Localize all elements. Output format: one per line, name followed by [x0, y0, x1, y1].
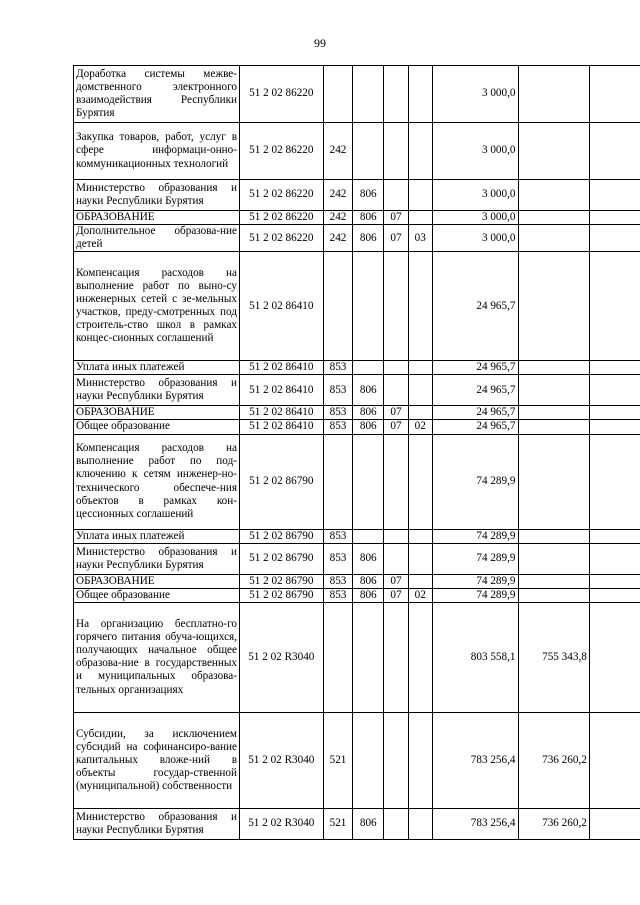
cell-sum1: 3 000,0: [432, 225, 518, 252]
cell-sum2: [518, 180, 589, 211]
table-row: [74, 375, 640, 406]
cell-sum1: 24 965,7: [432, 252, 518, 361]
cell-sum3: [589, 602, 640, 712]
cell-sum1: 74 289,9: [432, 529, 518, 543]
cell-grbs: [353, 529, 384, 543]
table-row: [74, 602, 640, 712]
cell-sum1: 24 965,7: [432, 375, 518, 406]
cell-rz: 07: [384, 211, 409, 225]
cell-vr: 853: [323, 529, 353, 543]
cell-sum1: 74 289,9: [432, 434, 518, 529]
cell-name: ОБРАЗОВАНИЕ: [74, 406, 240, 420]
cell-code: 51 2 02 R3040: [240, 602, 324, 712]
table-row: [74, 123, 640, 180]
cell-name: Общее образование: [74, 420, 240, 434]
cell-grbs: 806: [353, 225, 384, 252]
table-row: [74, 180, 640, 211]
cell-vr: [323, 252, 353, 361]
table-row: [74, 225, 640, 252]
cell-rz: 07: [384, 588, 409, 602]
cell-pr: [408, 529, 432, 543]
cell-rz: [384, 180, 409, 211]
cell-name: Субсидии, за исключением субсидий на софинансиро-вание капитальных вложе-ний в объекты государ-ственной (муниципальной) собственности: [74, 712, 240, 808]
cell-rz: [384, 602, 409, 712]
cell-sum2: [518, 225, 589, 252]
cell-sum2: [518, 406, 589, 420]
cell-sum3: [589, 434, 640, 529]
cell-vr: [323, 602, 353, 712]
cell-sum2: [518, 420, 589, 434]
cell-code: 51 2 02 86790: [240, 543, 324, 574]
page-number: 99: [314, 36, 326, 50]
table-row: [74, 66, 640, 123]
cell-sum3: [589, 808, 640, 839]
cell-sum1: 783 256,4: [432, 712, 518, 808]
cell-name: На организацию бесплатно-го горячего питания обуча-ющихся, получающих начальное общее образова-ние в государственных и муниципальных образова-тельных организациях: [74, 602, 240, 712]
cell-sum2: 755 343,8: [518, 602, 589, 712]
cell-sum1: 24 965,7: [432, 420, 518, 434]
cell-sum2: [518, 574, 589, 588]
cell-code: 51 2 02 86790: [240, 574, 324, 588]
cell-sum3: [589, 529, 640, 543]
cell-rz: [384, 66, 409, 123]
cell-rz: [384, 543, 409, 574]
cell-vr: 242: [323, 123, 353, 180]
cell-pr: [408, 66, 432, 123]
cell-rz: [384, 434, 409, 529]
cell-name: Закупка товаров, работ, услуг в сфере информаци-онно-коммуникационных технологий: [74, 123, 240, 180]
cell-sum1: 24 965,7: [432, 361, 518, 375]
cell-code: 51 2 02 86410: [240, 361, 324, 375]
cell-sum1: 803 558,1: [432, 602, 518, 712]
cell-rz: 07: [384, 406, 409, 420]
cell-pr: 02: [408, 588, 432, 602]
cell-rz: [384, 375, 409, 406]
cell-pr: [408, 211, 432, 225]
cell-vr: [323, 66, 353, 123]
cell-sum2: [518, 529, 589, 543]
cell-pr: [408, 180, 432, 211]
cell-code: 51 2 02 86220: [240, 66, 324, 123]
cell-pr: [408, 434, 432, 529]
cell-code: 51 2 02 86220: [240, 180, 324, 211]
cell-grbs: 806: [353, 588, 384, 602]
cell-grbs: 806: [353, 211, 384, 225]
cell-rz: 07: [384, 574, 409, 588]
table-row: [74, 543, 640, 574]
table-row: [74, 361, 640, 375]
cell-rz: 07: [384, 420, 409, 434]
cell-sum2: [518, 252, 589, 361]
cell-sum1: 3 000,0: [432, 180, 518, 211]
cell-sum3: [589, 406, 640, 420]
cell-code: 51 2 02 86220: [240, 225, 324, 252]
cell-sum3: [589, 211, 640, 225]
cell-sum3: [589, 225, 640, 252]
cell-rz: [384, 529, 409, 543]
cell-grbs: 806: [353, 808, 384, 839]
table-row: [74, 712, 640, 808]
cell-vr: [323, 434, 353, 529]
cell-code: 51 2 02 86220: [240, 211, 324, 225]
cell-sum2: [518, 123, 589, 180]
cell-sum1: 74 289,9: [432, 588, 518, 602]
cell-grbs: [353, 123, 384, 180]
cell-pr: [408, 712, 432, 808]
cell-code: 51 2 02 86790: [240, 529, 324, 543]
cell-sum2: [518, 66, 589, 123]
cell-sum2: 736 260,2: [518, 712, 589, 808]
cell-sum1: 3 000,0: [432, 123, 518, 180]
cell-grbs: 806: [353, 574, 384, 588]
cell-name: Общее образование: [74, 588, 240, 602]
cell-sum2: [518, 434, 589, 529]
cell-pr: [408, 574, 432, 588]
cell-name: Дополнительное образова-ние детей: [74, 225, 240, 252]
table-row: [74, 252, 640, 361]
cell-vr: 853: [323, 406, 353, 420]
cell-grbs: 806: [353, 420, 384, 434]
cell-pr: [408, 361, 432, 375]
cell-code: 51 2 02 86790: [240, 434, 324, 529]
cell-sum3: [589, 375, 640, 406]
cell-grbs: [353, 252, 384, 361]
cell-pr: 02: [408, 420, 432, 434]
cell-code: 51 2 02 R3040: [240, 808, 324, 839]
budget-table: [73, 65, 640, 840]
cell-pr: [408, 602, 432, 712]
cell-pr: [408, 406, 432, 420]
cell-sum3: [589, 712, 640, 808]
cell-pr: [408, 808, 432, 839]
cell-code: 51 2 02 86410: [240, 375, 324, 406]
cell-grbs: [353, 361, 384, 375]
cell-grbs: 806: [353, 180, 384, 211]
cell-sum2: [518, 361, 589, 375]
cell-grbs: 806: [353, 406, 384, 420]
cell-sum3: [589, 361, 640, 375]
cell-code: 51 2 02 86790: [240, 588, 324, 602]
cell-code: 51 2 02 86410: [240, 420, 324, 434]
cell-name: ОБРАЗОВАНИЕ: [74, 574, 240, 588]
cell-name: Министерство образования и науки Республики Бурятия: [74, 808, 240, 839]
cell-pr: [408, 123, 432, 180]
cell-vr: 242: [323, 211, 353, 225]
cell-vr: 853: [323, 375, 353, 406]
cell-rz: [384, 712, 409, 808]
cell-code: 51 2 02 86410: [240, 252, 324, 361]
cell-sum3: [589, 66, 640, 123]
cell-grbs: 806: [353, 543, 384, 574]
cell-pr: [408, 543, 432, 574]
cell-sum3: [589, 543, 640, 574]
cell-sum1: 3 000,0: [432, 211, 518, 225]
cell-rz: [384, 252, 409, 361]
cell-vr: 853: [323, 588, 353, 602]
cell-sum3: [589, 574, 640, 588]
cell-sum2: [518, 211, 589, 225]
cell-vr: 242: [323, 225, 353, 252]
cell-vr: 853: [323, 543, 353, 574]
table-row: [74, 211, 640, 225]
cell-pr: 03: [408, 225, 432, 252]
cell-grbs: 806: [353, 375, 384, 406]
cell-sum1: 24 965,7: [432, 406, 518, 420]
cell-sum3: [589, 420, 640, 434]
cell-vr: 853: [323, 574, 353, 588]
cell-code: 51 2 02 R3040: [240, 712, 324, 808]
cell-vr: 521: [323, 808, 353, 839]
cell-vr: 242: [323, 180, 353, 211]
cell-rz: [384, 123, 409, 180]
cell-code: 51 2 02 86410: [240, 406, 324, 420]
cell-sum3: [589, 123, 640, 180]
cell-sum1: 74 289,9: [432, 543, 518, 574]
cell-grbs: [353, 66, 384, 123]
table-row: [74, 529, 640, 543]
table-row: [74, 574, 640, 588]
table-row: [74, 588, 640, 602]
cell-sum2: 736 260,2: [518, 808, 589, 839]
cell-sum1: 74 289,9: [432, 574, 518, 588]
cell-name: Компенсация расходов на выполнение работ по выно-су инженерных сетей с зе-мельных участков, преду-смотренных под строитель-ство школ в рамках концес-сионных соглашений: [74, 252, 240, 361]
table-row: [74, 420, 640, 434]
cell-sum2: [518, 375, 589, 406]
cell-name: ОБРАЗОВАНИЕ: [74, 211, 240, 225]
cell-name: Министерство образования и науки Республики Бурятия: [74, 180, 240, 211]
cell-sum3: [589, 252, 640, 361]
table-row: [74, 434, 640, 529]
cell-sum3: [589, 180, 640, 211]
cell-sum1: 783 256,4: [432, 808, 518, 839]
cell-name: Доработка системы межве-домственного электронного взаимодействия Республики Бурятия: [74, 66, 240, 123]
cell-grbs: [353, 602, 384, 712]
cell-vr: 853: [323, 361, 353, 375]
cell-grbs: [353, 712, 384, 808]
cell-pr: [408, 375, 432, 406]
cell-sum2: [518, 588, 589, 602]
cell-sum2: [518, 543, 589, 574]
table-row: [74, 808, 640, 839]
cell-sum3: [589, 588, 640, 602]
cell-name: Уплата иных платежей: [74, 361, 240, 375]
cell-rz: [384, 361, 409, 375]
cell-code: 51 2 02 86220: [240, 123, 324, 180]
cell-vr: 521: [323, 712, 353, 808]
cell-name: Уплата иных платежей: [74, 529, 240, 543]
cell-name: Министерство образования и науки Республики Бурятия: [74, 543, 240, 574]
cell-grbs: [353, 434, 384, 529]
cell-rz: 07: [384, 225, 409, 252]
cell-name: Компенсация расходов на выполнение работ по под-ключению к сетям инженер-но-технического обеспече-ния объектов в рамках кон-цессионных соглашений: [74, 434, 240, 529]
cell-sum1: 3 000,0: [432, 66, 518, 123]
cell-rz: [384, 808, 409, 839]
table-row: [74, 406, 640, 420]
cell-pr: [408, 252, 432, 361]
cell-name: Министерство образования и науки Республики Бурятия: [74, 375, 240, 406]
cell-vr: 853: [323, 420, 353, 434]
